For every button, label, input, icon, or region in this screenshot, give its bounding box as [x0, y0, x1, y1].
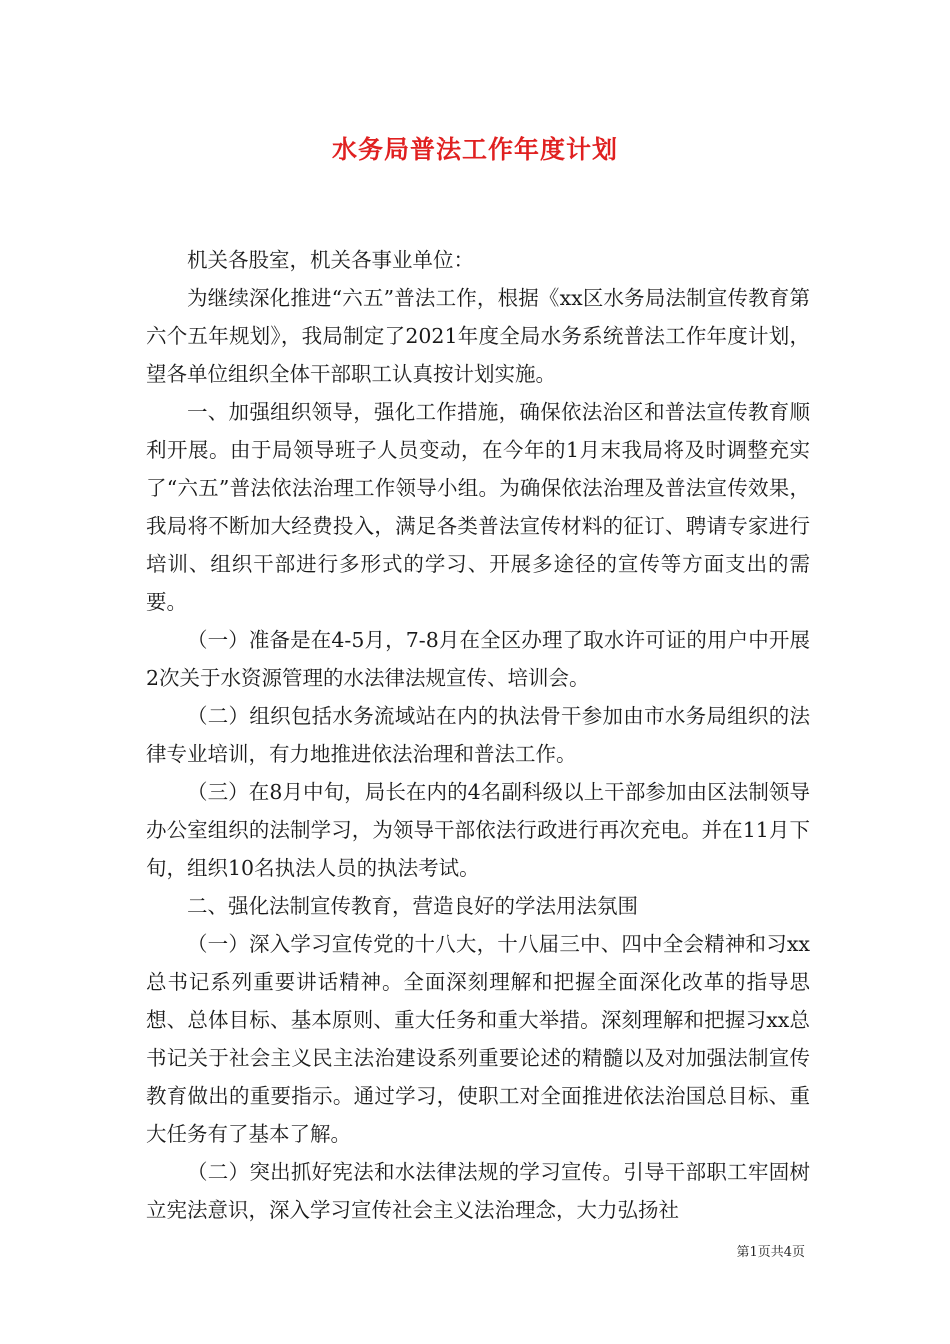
- section-two-item-1: （一）深入学习宣传党的十八大，十八届三中、四中全会精神和习xx总书记系列重要讲话精神。全面深刻理解和把握全面深化改革的指导思想、总体目标、基本原则、重大任务和重大举措。深刻理解和把握习xx总书记关于社会主义民主法治建设系列重要论述的精髓以及对加强法制宣传教育做出的重要指示。通过学习，使职工对全面推进依法治国总目标、重大任务有了基本了解。: [146, 932, 810, 1146]
- section-two-item-2: （二）突出抓好宪法和水法律法规的学习宣传。引导干部职工牢固树立宪法意识，深入学习宣传社会主义法治理念，大力弘扬社: [146, 1160, 810, 1222]
- document-title: 水务局普法工作年度计划: [331, 135, 618, 164]
- salutation-paragraph: 机关各股室，机关各事业单位：: [187, 248, 474, 272]
- section-two-heading: 二、强化法制宣传教育，营造良好的学法用法氛围: [187, 894, 638, 918]
- page-number: 第1页共4页: [736, 1245, 805, 1260]
- document-body: [146, 241, 810, 1229]
- section-one-paragraph: 一、加强组织领导，强化工作措施，确保依法治区和普法宣传教育顺利开展。由于局领导班子人员变动，在今年的1月末我局将及时调整充实了“六五”普法依法治理工作领导小组。为确保依法治理及普法宣传效果，我局将不断加大经费投入，满足各类普法宣传材料的征订、聘请专家进行培训、组织干部进行多形式的学习、开展多途径的宣传等方面支出的需要。: [146, 400, 810, 614]
- section-one-item-1: （一）准备是在4-5月，7-8月在全区办理了取水许可证的用户中开展2次关于水资源管理的水法律法规宣传、培训会。: [146, 628, 810, 690]
- intro-paragraph: 为继续深化推进“六五”普法工作，根据《xx区水务局法制宣传教育第六个五年规划》，我局制定了2021年度全局水务系统普法工作年度计划，望各单位组织全体干部职工认真按计划实施。: [146, 286, 810, 386]
- section-one-item-3: （三）在8月中旬，局长在内的4名副科级以上干部参加由区法制领导办公室组织的法制学习，为领导干部依法行政进行再次充电。并在11月下旬，组织10名执法人员的执法考试。: [146, 780, 810, 880]
- section-one-item-2: （二）组织包括水务流域站在内的执法骨干参加由市水务局组织的法律专业培训，有力地推进依法治理和普法工作。: [146, 704, 810, 766]
